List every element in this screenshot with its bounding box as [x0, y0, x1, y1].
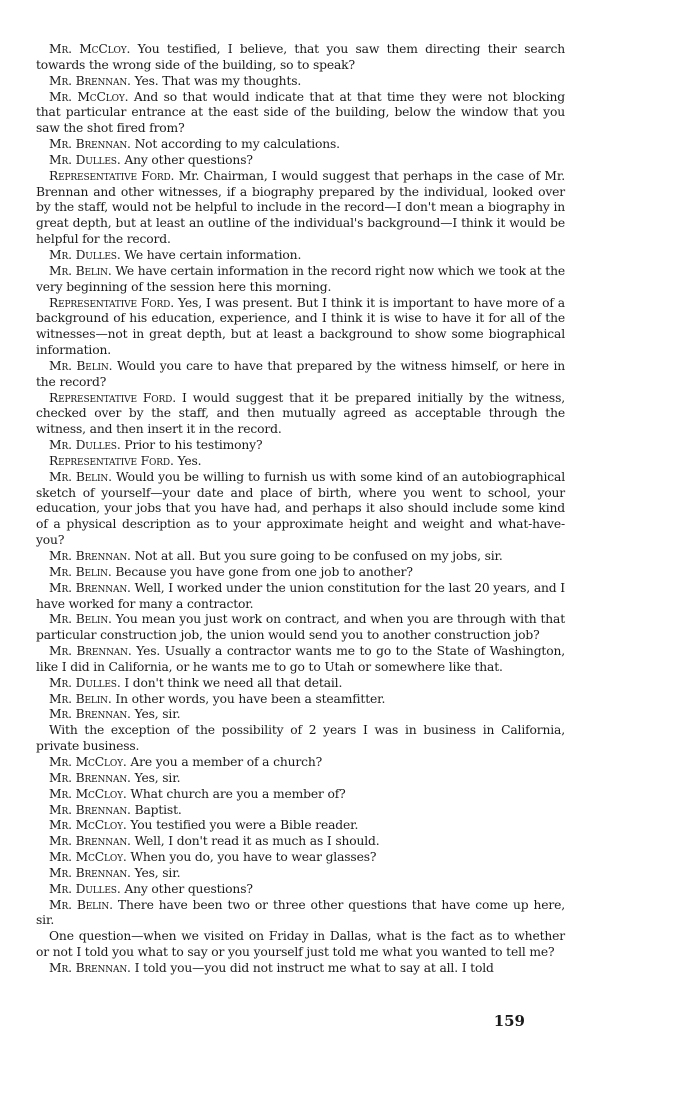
paragraph-text: In other words, you have been a steamfitter. — [111, 691, 386, 706]
speaker-name: Representative Ford. — [49, 453, 174, 468]
paragraph-text: You mean you just work on contract, and when you are through with that particular construction job, the union would send you to another construction job? — [36, 612, 565, 643]
testimony-paragraph — [36, 771, 565, 787]
testimony-paragraph — [36, 612, 565, 644]
paragraph-text: Not at all. But you sure going to be confused on my jobs, sir. — [130, 549, 503, 563]
testimony-paragraph — [36, 391, 565, 439]
speaker-name: Mr. McCloy. — [49, 754, 127, 769]
paragraph-text: Any other questions? — [120, 881, 253, 896]
speaker-name: Mr. Brennan. — [49, 770, 131, 785]
testimony-paragraph — [36, 692, 565, 708]
paragraph-text: I told you—you did not instruct me what to say at all. I told — [130, 960, 494, 975]
paragraph-text: Yes, sir. — [130, 770, 181, 785]
paragraph-text: Are you a member of a church? — [126, 754, 323, 769]
speaker-name: Mr. Belin. — [49, 358, 113, 373]
paragraph-text: And so that would indicate that at that time they were not blocking that particular entrance at the east side of the building, below the window that you saw the shot fired from? — [36, 89, 565, 136]
paragraph-text: We have certain information. — [120, 247, 302, 262]
speaker-name: Mr. Brennan. — [49, 644, 132, 659]
speaker-name: Mr. McCloy. — [49, 786, 127, 801]
speaker-name: Mr. Brennan. — [49, 802, 131, 817]
testimony-paragraph — [36, 438, 565, 454]
speaker-name: Mr. Dulles. — [49, 438, 121, 453]
testimony-paragraph — [36, 755, 565, 771]
speaker-name: Mr. Brennan. — [49, 834, 131, 849]
testimony-paragraph — [36, 850, 565, 866]
paragraph-text: Yes. — [173, 453, 202, 468]
testimony-paragraph — [36, 707, 565, 723]
speaker-name: Mr. Dulles. — [49, 152, 121, 167]
speaker-name: Mr. Brennan. — [49, 137, 131, 152]
speaker-name: Representative Ford. — [49, 295, 174, 310]
paragraph-text: You testified you were a Bible reader. — [126, 818, 359, 833]
testimony-paragraph — [36, 359, 565, 391]
paragraph-text: With the exception of the possibility of 2 years I was in business in California, private business. — [36, 723, 565, 754]
testimony-paragraph — [36, 74, 565, 90]
paragraph-text: Yes, I was present. But I think it is important to have more of a background of his education, experience, and I think it is wise to have it for all of the witnesses—not in great depth, but at least a background to show some biographical information. — [36, 295, 565, 358]
speaker-name: Mr. McCloy. — [49, 818, 127, 833]
testimony-paragraph — [36, 470, 565, 549]
paragraph-text: I would suggest that it be prepared initially by the witness, checked over by the staff, and then mutually agreed as acceptable through the witness, and then insert it in the record. — [36, 390, 565, 437]
testimony-paragraph — [36, 42, 565, 74]
testimony-paragraph — [36, 296, 565, 359]
paragraph-text: Prior to his testimony? — [120, 438, 263, 453]
speaker-name: Mr. Brennan. — [49, 865, 131, 880]
paragraph-text: Not according to my calculations. — [130, 137, 340, 152]
speaker-name: Mr. Belin. — [49, 263, 112, 278]
testimony-paragraph — [36, 961, 565, 977]
speaker-name: Mr. Dulles. — [49, 675, 121, 690]
testimony-paragraph — [36, 581, 565, 613]
speaker-name: Mr. Brennan. — [49, 707, 131, 722]
paragraph-text: Yes, sir. — [130, 707, 181, 722]
paragraph-text: There have been two or three other questions that have come up here, sir. — [36, 897, 565, 928]
paragraph-text: Yes. That was my thoughts. — [130, 73, 302, 88]
speaker-name: Mr. Belin. — [49, 897, 113, 912]
paragraph-text: Yes, sir. — [130, 865, 181, 880]
speaker-name: Mr. Belin. — [49, 691, 112, 706]
testimony-paragraph — [36, 803, 565, 819]
speaker-name: Mr. Dulles. — [49, 247, 121, 262]
paragraph-text: When you do, you have to wear glasses? — [126, 850, 377, 865]
testimony-paragraph — [36, 723, 565, 755]
paragraph-text: You testified, I believe, that you saw them directing their search towards the wrong side of the building, so to speak? — [36, 42, 565, 72]
paragraph-text: Would you care to have that prepared by the witness himself, or here in the record? — [36, 358, 565, 389]
paragraph-text: Well, I worked under the union constitution for the last 20 years, and I have worked for many a contractor. — [36, 580, 565, 611]
paragraph-text: We have certain information in the record right now which we took at the very beginning of the session here this morning. — [36, 263, 565, 294]
testimony-paragraph — [36, 248, 565, 264]
testimony-paragraph — [36, 818, 565, 834]
testimony-paragraph — [36, 787, 565, 803]
speaker-name: Mr. McCloy. — [49, 89, 129, 104]
testimony-paragraph — [36, 898, 565, 930]
testimony-paragraph — [36, 866, 565, 882]
speaker-name: Mr. McCloy. — [49, 42, 131, 56]
paragraph-text: Well, I don't read it as much as I should. — [130, 834, 380, 849]
paragraph-text: Any other questions? — [120, 152, 253, 167]
speaker-name: Mr. Brennan. — [49, 73, 131, 88]
paragraph-text: What church are you a member of? — [126, 786, 346, 801]
speaker-name: Mr. Dulles. — [49, 881, 121, 896]
testimony-paragraph — [36, 549, 565, 565]
paragraph-text: Mr. Chairman, I would suggest that perhaps in the case of Mr. Brennan and other witnesses, if a biography prepared by the individual, looked over by the staff, would not be helpful to include in the record—I don't mean a biography in great depth, but at least an outline of the individual's background—I think it would be helpful for the record. — [36, 168, 565, 247]
paragraph-text: I don't think we need all that detail. — [120, 675, 343, 690]
testimony-paragraph — [36, 90, 565, 138]
testimony-paragraph — [36, 644, 565, 676]
speaker-name: Mr. Belin. — [49, 612, 112, 627]
testimony-paragraph — [36, 929, 565, 961]
paragraph-text: One question—when we visited on Friday in Dallas, what is the fact as to whether or not I told you what to say or you yourself just told me what you wanted to tell me? — [36, 929, 565, 960]
speaker-name: Mr. Belin. — [49, 469, 112, 484]
speaker-name: Mr. Belin. — [49, 564, 112, 579]
testimony-paragraph — [36, 565, 565, 581]
speaker-name: Mr. Brennan. — [49, 960, 131, 975]
speaker-name: Representative Ford. — [49, 390, 176, 405]
paragraph-text: Baptist. — [130, 802, 182, 817]
testimony-paragraph — [36, 153, 565, 169]
testimony-paragraph — [36, 264, 565, 296]
page-number: 159 — [493, 1012, 525, 1030]
testimony-paragraph — [36, 882, 565, 898]
testimony-paragraph — [36, 169, 565, 248]
speaker-name: Representative Ford. — [49, 168, 175, 183]
testimony-paragraph — [36, 834, 565, 850]
speaker-name: Mr. McCloy. — [49, 850, 127, 865]
testimony-paragraph — [36, 676, 565, 692]
testimony-paragraph — [36, 137, 565, 153]
paragraph-text: Because you have gone from one job to another? — [111, 564, 413, 579]
paragraph-text: Would you be willing to furnish us with some kind of an autobiographical sketch of yourself—your date and place of birth, where you went to school, your education, your jobs that you have had, and perhaps it also should include some kind of a physical description as to your approximate height and weight and what-have-you? — [36, 469, 566, 548]
document-body — [36, 42, 565, 977]
paragraph-text: Yes. Usually a contractor wants me to go to the State of Washington, like I did in California, or he wants me to go to Utah or somewhere like that. — [36, 644, 565, 674]
speaker-name: Mr. Brennan. — [49, 549, 131, 563]
speaker-name: Mr. Brennan. — [49, 580, 131, 595]
testimony-paragraph — [36, 454, 565, 470]
